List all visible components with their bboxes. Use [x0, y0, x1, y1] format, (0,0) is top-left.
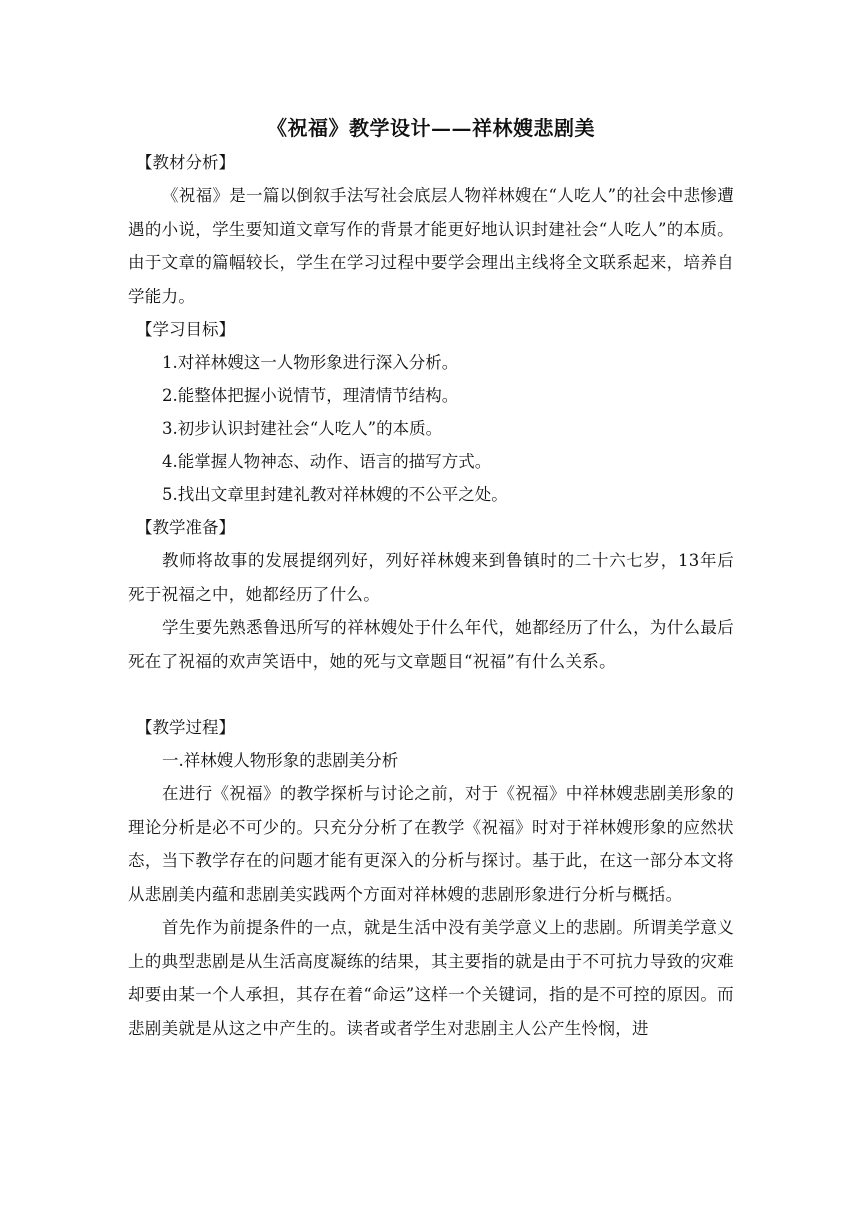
objective-item: 2.能整体把握小说情节，理清情节结构。: [162, 386, 459, 405]
preparation-paragraph: 教师将故事的发展提纲列好，列好祥林嫂来到鲁镇时的二十六七岁，13年后死于祝福之中，她都经历了什么。: [128, 551, 734, 604]
objective-item: 1.对祥林嫂这一人物形象进行深入分析。: [162, 353, 459, 372]
preparation-paragraph: 学生要先熟悉鲁迅所写的祥林嫂处于什么年代，她都经历了什么，为什么最后死在了祝福的欢声笑语中，她的死与文章题目“祝福”有什么关系。: [128, 618, 734, 671]
objective-item: 5.找出文章里封建礼教对祥林嫂的不公平之处。: [162, 485, 508, 504]
section-heading-materials: 【教材分析】: [136, 153, 235, 172]
section-heading-process: 【教学过程】: [136, 718, 235, 737]
materials-paragraph: 《祝福》是一篇以倒叙手法写社会底层人物祥林嫂在“人吃人”的社会中悲惨遭遇的小说，学生要知道文章写作的背景才能更好地认识封建社会“人吃人”的本质。由于文章的篇幅较长，学生在学习过程中要学会理出主线将全文联系起来，培养自学能力。: [128, 186, 734, 306]
document-body: [128, 112, 734, 1045]
blank-line: [128, 678, 734, 711]
objective-item: 3.初步认识封建社会“人吃人”的本质。: [162, 419, 443, 438]
objective-item: 4.能掌握人物神态、动作、语言的描写方式。: [162, 452, 492, 471]
document-title: 《祝福》教学设计——祥林嫂悲剧美: [267, 116, 595, 140]
process-subheading: 一.祥林嫂人物形象的悲剧美分析: [162, 751, 399, 770]
process-paragraph: 在进行《祝福》的教学探析与讨论之前，对于《祝福》中祥林嫂悲剧美形象的理论分析是必不可少的。只充分分析了在教学《祝福》时对于祥林嫂形象的应然状态，当下教学存在的问题才能有更深入的分析与探讨。基于此，在这一部分本文将从悲剧美内蕴和悲剧美实践两个方面对祥林嫂的悲剧形象进行分析与概括。: [128, 784, 734, 904]
section-heading-preparation: 【教学准备】: [136, 518, 235, 537]
process-paragraph: 首先作为前提条件的一点，就是生活中没有美学意义上的悲剧。所谓美学意义上的典型悲剧是从生活高度凝练的结果，其主要指的就是由于不可抗力导致的灾难却要由某一个人承担，其存在着“命运”这样一个关键词，指的是不可控的原因。而悲剧美就是从这之中产生的。读者或者学生对悲剧主人公产生怜悯，进: [128, 918, 734, 1038]
section-heading-objectives: 【学习目标】: [136, 320, 235, 339]
